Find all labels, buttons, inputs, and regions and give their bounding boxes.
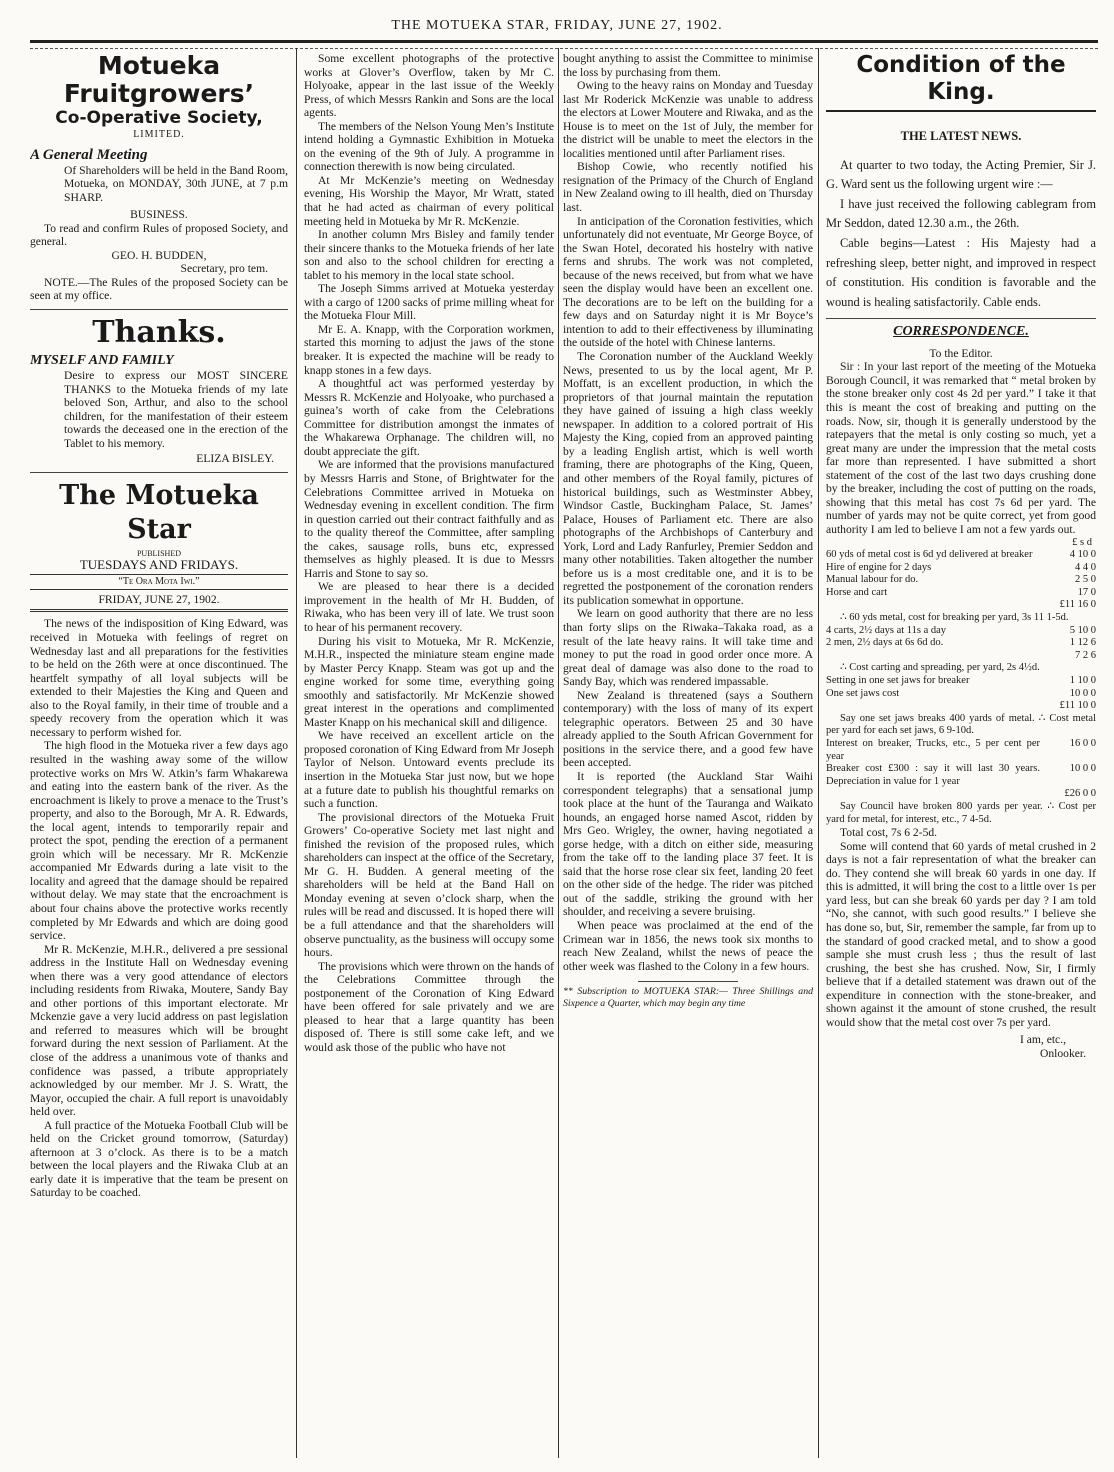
cost-ledger-jaws: [826, 675, 1096, 700]
publish-days: TUESDAYS AND FRIDAYS.: [79, 556, 239, 572]
ledger-total: 7 2 6: [1075, 649, 1096, 661]
lsd-header: £ s d: [1072, 536, 1092, 548]
column-2: [304, 52, 554, 1457]
ad-subtitle: Co-Operative Society,: [55, 108, 263, 128]
column-rule: [818, 48, 819, 1458]
ledger-note: Say Council have broken 800 yards per year. ∴ Cost per yard for metal, for interest, etc., 7 4-5d.: [826, 800, 1096, 825]
ledger-total: £11 10 0: [1059, 700, 1096, 712]
ledger-row: Breaker cost £300 : say it will last 30 years. Depreciation in value for 1 year 10 0 0: [826, 763, 1096, 787]
subscription-footnote: ** Subscription to MOTUEKA STAR:— Three Shillings and Sixpence a Quarter, which may begin any time: [563, 986, 813, 1010]
cost-ledger-breaking: [826, 549, 1096, 599]
ad-limited: LIMITED.: [133, 129, 185, 140]
column-4: [826, 52, 1096, 1457]
article-paragraph: Owing to the heavy rains on Monday and Tuesday last Mr Roderick McKenzie was unable to address the electors at Lower Moutere and Riwaka, and as the House is to meet on the 1st of July, the member for the district will be unable to meet the electors in the localities mentioned until after Parliament rises.: [563, 79, 813, 160]
latest-news-heading: THE LATEST NEWS.: [900, 129, 1022, 143]
article-paragraph: A full practice of the Motueka Football Club will be held on the Cricket ground tomorrow, (Saturday) afternoon at 3 o’clock. As there is to be a match between the local players and the Riwaka Club at an early date it is imperative that the team be present on Saturday to be coached.: [30, 1118, 288, 1200]
ledger-total: £11 16 0: [1059, 599, 1096, 611]
thanks-title: Thanks.: [92, 315, 226, 351]
ledger-row: 4 carts, 2½ days at 11s a day 5 10 0: [826, 624, 1096, 636]
divider: [638, 981, 738, 982]
meeting-heading: A General Meeting: [30, 146, 148, 163]
top-rule: [30, 40, 1098, 49]
ledger-row: Interest on breaker, Trucks, etc., 5 per cent per year 16 0 0: [826, 738, 1096, 762]
meeting-text: Of Shareholders will be held in the Band Room, Motueka, on MONDAY, 30th JUNE, at 7 p.m SHARP.: [64, 163, 288, 204]
article-paragraph: bought anything to assist the Committee to minimise the loss by purchasing from them.: [563, 52, 813, 79]
column-rule: [558, 48, 559, 1458]
article-paragraph: When peace was proclaimed at the end of the Crimean war in 1856, the news took six months to reach New Zealand, whilst the news of peace the other week was flashed to the Colony in a few hours.: [563, 919, 813, 973]
published-label: PUBLISHED: [136, 548, 181, 558]
article-paragraph: In another column Mrs Bisley and family tender their sincere thanks to the Motueka friends of her late son and also to the school children for erecting a tablet to his memory in the local state school.: [304, 228, 554, 282]
article-paragraph: We are informed that the provisions manufactured by Messrs Harris and Stone, of Brightwater for the Celebrations Committee arrived in Motueka on Wednesday evening in excellent condition. The firm in question carried out their contract faithfully and as to the quality thereof the Committee, after sampling the cakes, sausage rolls, buns etc, expressed themselves as highly pleased. It is due to Messrs Harris and Stone to say so.: [304, 458, 554, 580]
article-paragraph: Mr E. A. Knapp, with the Corporation workmen, started this morning to adjust the jaws of the stone breaker. It is expected the machine will be ready to knapp stones in a few days.: [304, 322, 554, 377]
letter-end: Some will contend that 60 yards of metal crushed in 2 days is not a fair representation of what the breaker can do. They contend she will break 60 yards in one day. If this is admitted, it will bring the cost to a little over 1s per yard less, but can she break 60 yards per day ? I am told “No, she cannot, with such good results.” I believe she has done so, but, Sir, remember the sample, far from up to the standard of good cracked metal, and to show a good sample she must crush less ; thus the result of last crushing, the best she has crushed. Now, Sir, I firmly believe that if a detailed statement was drawn out of the expenditure in connection with the stone-breaker, and shown against it the amount of stone crushed, the result would show that the metal cost over 7s per yard.: [826, 839, 1096, 1029]
ledger-row: Setting in one set jaws for breaker 1 10 0: [826, 675, 1096, 687]
article-paragraph: We are pleased to hear there is a decided improvement in the health of Mr H. Budden, of Riwaka, who has been very ill of late. We trust soon to hear of his permanent recovery.: [304, 580, 554, 634]
secretary-name: GEO. H. BUDDEN,: [111, 248, 207, 262]
news-paragraph: I have just received the following cablegram from Mr Seddon, dated 12.30 a.m., the 26th.: [826, 196, 1096, 231]
cost-ledger-carting: [826, 625, 1096, 650]
thanks-heading: MYSELF AND FAMILY: [30, 353, 174, 369]
news-paragraph: Cable begins—Latest : His Majesty had a refreshing sleep, better night, and improved in respect of constitution. His condition is favorable and the wound is healing satisfactorily. Cable ends.: [826, 235, 1096, 309]
column-1: [30, 52, 288, 1457]
correspondence-heading: CORRESPONDENCE.: [893, 324, 1029, 340]
article-paragraph: New Zealand is threatened (says a Southern contemporary) with the loss of many of its expert telegraphic operators. Between 25 and 30 have already applied to the South African Government for positions in the service there, and a good few have been accepted.: [563, 688, 813, 770]
article-paragraph: Bishop Cowie, who recently notified his resignation of the Primacy of the Church of England in New Zealand owing to ill health, died on Thursday last.: [563, 160, 813, 215]
ledger-note: ∴ Cost carting and spreading, per yard, 2s 4½d.: [840, 662, 1040, 674]
rules-note: NOTE.—The Rules of the proposed Society can be seen at my office.: [30, 275, 288, 303]
article-paragraph: We have received an excellent article on the proposed coronation of King Edward from Mr Joseph Taylor of Nelson. Untoward events preclude its insertion in the Motueka Star just now, but we hope at a future date to publish his thoughtful remarks on such a function.: [304, 729, 554, 811]
article-paragraph: We learn on good authority that there are no less than forty slips on the Riwaka–Takaka road, as a result of the late heavy rains. It will take time and money to put the road in good order once more. A great deal of damage was also done to the road to Sandy Bay, which was rendered impassable.: [563, 607, 813, 689]
article-paragraph: During his visit to Motueka, Mr R. McKenzie, M.H.R., inspected the miniature steam engine made by Master Percy Knapp. Steam was got up and the engine worked for some time, everything going smoothly and satisfactorily. Mr McKenzie showed great interest in the operations and complimented Master Knapp on his mechanical skill and diligence.: [304, 634, 554, 729]
king-condition-title: Condition of the King.: [826, 52, 1096, 112]
ledger-note: ∴ 60 yds metal, cost for breaking per yard, 3s 11 1-5d.: [840, 612, 1069, 624]
article-paragraph: The provisions which were thrown on the hands of the Celebrations Committee through the postponement of the Coronation of King Edward have been offered for sale privately and we are pleased to hear that a large quantity has been disposed of. There is still some cake left, and we would ask those of the public who have not: [304, 959, 554, 1054]
ledger-row: 2 men, 2½ days at 6s 6d do. 1 12 6: [826, 637, 1096, 649]
ledger-total: £26 0 0: [1064, 788, 1096, 800]
article-paragraph: In anticipation of the Coronation festivities, which unfortunately did not eventuate, Mr George Boyce, of the Swan Hotel, decorated his hostelry with native ferns and shrubs. The work was not completed, because of the news received, but from what we have seen the display would have been an excellent one. The decorations are to be left on the building for a few days and on Saturday night it is Mr Boyce’s intention to add to their effectiveness by illuminating the outside of the hotel with Chinese lanterns.: [563, 214, 813, 350]
article-paragraph: A thoughtful act was performed yesterday by Messrs R. McKenzie and Holyoake, who purchased a guinea’s worth of cake from the Celebrations Committee for distribution amongst the inmates of the Whakarewa Orphanage. The children will, no doubt appreciate the gift.: [304, 377, 554, 458]
letter-signature: Onlooker.: [1039, 1046, 1086, 1060]
column-3: [563, 52, 813, 1457]
news-paragraph: At quarter to two today, the Acting Premier, Sir J. G. Ward sent us the following urgent wire :—: [826, 157, 1096, 192]
article-paragraph: The high flood in the Motueka river a few days ago resulted in the washing away some of the willow protective works on Mrs W. Atkin’s farm Whakarewa and eating into the eastern bank of the river. As the encroachment is likely to prove a menace to the Trust’s property, and also to the Borough, Mr A. R. Edwards, the local agent, intends to temporarily repair and protect the spot, pending the erection of a permanent groin which will be necessary. Mr R. McKenzie accompanied Mr Edwards during a late visit to the locality and agreed that the damage should be repaired without delay. We may state that the encroachment is about four chains above the protective works recently completed by Mr Edwards and which are doing good service.: [30, 739, 288, 943]
business-text: To read and confirm Rules of proposed Society, and general.: [30, 221, 288, 249]
issue-date: FRIDAY, JUNE 27, 1902.: [30, 593, 288, 613]
article-paragraph: Mr R. McKenzie, M.H.R., delivered a pre sessional address in the Institute Hall on Wednesday evening when there was a very good attendance of electors including residents from Riwaka, Moutere, Sandy Bay and other portions of this important electorate. Mr Mckenzie gave a very lucid address on past legislation and referred to measures which will be brought forward during the next session of Parliament. At the close of the address a unanimous vote of thanks and confidence was passed, a tribute appropriately acknowledged by our member. Mr J. S. Wratt, the Mayor, occupied the chair. A full report is unavoidably held over.: [30, 942, 288, 1119]
ledger-row: One set jaws cost 10 0 0: [826, 687, 1096, 699]
article-paragraph: The news of the indisposition of King Edward, was received in Motueka with feelings of regret on Wednesday last and all preparations for the festivities to be held on the 26th were at once discontinued. The heartfelt sympathy of all loyal subjects will be extended to their Majesties the King and Queen and also to the Royal family, in their time of trouble and a speedy recovery from the operation which it was necessary to perform wished for.: [30, 617, 288, 739]
article-paragraph: The Coronation number of the Auckland Weekly News, presented to us by the local agent, Mr P. Moffatt, is an excellent production, in which the proprietors of that journal maintain the reputation they have gained of issuing a high class weekly newspaper. In addition to a colored portrait of His Majesty the King, copied from an approved painting by a leading English artist, which is well worth framing, there are photographs of the King, Queen, and other members of the Royal family, pictures of historical buildings, such as Westminster Abbey, Windsor Castle, Buckingham Palace, St. James’ Palace, Houses of Parliament etc. There are also photographs of the Archbishops of Canterbury and York, Lord and Lady Ranfurley, Premier Seddon and many other notabilities. Taken altogether the number before us is a most creditable one, and it is to be regretted the postponement of the coronation renders its publication somewhat in opportune.: [563, 350, 813, 607]
ledger-row: Hire of engine for 2 days 4 4 0: [826, 561, 1096, 573]
divider: [826, 318, 1096, 319]
ledger-row: 60 yds of metal cost is 6d yd delivered at breaker 4 10 0: [826, 549, 1096, 561]
ad-title: Motueka Fruitgrowers’: [63, 52, 255, 108]
ledger-row: Manual labour for do. 2 5 0: [826, 574, 1096, 586]
secretary-title: Secretary, pro tem.: [180, 262, 268, 276]
masthead: THE MOTUEKA STAR, FRIDAY, JUNE 27, 1902.: [391, 18, 723, 33]
article-paragraph: At Mr McKenzie’s meeting on Wednesday evening, His Worship the Mayor, Mr Wratt, stated that he had acted as chairman of every political meeting held in Motueka by Mr R. McKenzie.: [304, 173, 554, 228]
to-editor: To the Editor.: [929, 346, 993, 360]
letter-closing: I am, etc.,: [1019, 1033, 1066, 1047]
article-paragraph: The Joseph Simms arrived at Motueka yesterday with a cargo of 1200 sacks of prime milling wheat for the Motueka Flour Mill.: [304, 282, 554, 323]
article-paragraph: The provisional directors of the Motueka Fruit Growers’ Co-operative Society met last night and finished the revision of the proposed rules, which shareholders can inspect at the office of the Secretary, Mr G. H. Budden. A general meeting of the shareholders will be held at the Band Hall on Monday evening at seven o’clock sharp, when the rules will be read and discussed. It is hoped there will be a full attendance and that the shareholders will observe punctuality, as the business will occupy some hours.: [304, 810, 554, 960]
business-heading: BUSINESS.: [130, 208, 188, 222]
article-paragraph: Some excellent photographs of the protective works at Glover’s Overflow, taken by Mr C. Holyoake, appear in the last issue of the Weekly Press, of which Messrs Rankin and Sons are the local agents.: [304, 52, 554, 120]
paper-motto: “Te Ora Mota Iwi.”: [30, 574, 288, 590]
ledger-note: Say one set jaws breaks 400 yards of metal. ∴ Cost metal per yard for each set jaws, 6 9-10d.: [826, 712, 1096, 737]
article-paragraph: It is reported (the Auckland Star Waihi correspondent telegraphs) that a sensational jump took place at the hunt of the Tauranga and Waikato hounds, an engaged horse named Ascot, ridden by Mrs Geo. Wrigley, the owner, having negotiated a gorse hedge, with a ditch on either side, measuring from the take off to the landing place 37 feet. It is said that the horse rose clear six feet, landing 20 feet on the other side of the hedge. The rider was pitched out of the saddle, striking the ground with her shoulder, and receiving a severe bruising.: [563, 769, 813, 919]
total-cost: Total cost, 7s 6 2-5d.: [840, 826, 938, 840]
divider: [30, 472, 288, 473]
column-rule: [296, 48, 297, 1458]
thanks-signature: ELIZA BISLEY.: [196, 452, 274, 466]
letter-intro: Sir : In your last report of the meeting of the Motueka Borough Council, it was remarked that “ metal broken by the stone breaker only cost 4s 2d per yard.” I take it that this is meant the cost of breaking and putting on the roads. Now, sir, though it is generally understood by the ratepayers that the metal is only costing so much, yet a great many are under the impression that the metal costs far more than represented. I have submitted a short statement of the cost of the last two days crushing done by the breaker, including the cost of putting on the roads, showing that this metal has cost 7s 6d per yard. The number of yards may not be quite correct, yet from good authority I am led to believe I am not a few yards out.: [826, 360, 1096, 536]
ledger-row: Horse and cart 17 0: [826, 586, 1096, 598]
article-paragraph: The members of the Nelson Young Men’s Institute intend holding a Gymnastic Exhibition in Motueka on the evening of the 9th of July. A programme in connection therewith is now being circulated.: [304, 119, 554, 174]
paper-title: The Motueka Star: [59, 479, 259, 545]
cost-ledger-interest: [826, 738, 1096, 788]
divider: [30, 309, 288, 310]
thanks-text: Desire to express our MOST SINCERE THANKS to the Motueka friends of my late beloved Son, Arthur, and also to the school children, for the manifestation of their esteem towards the deceased one in the erection of the Tablet to his memory.: [64, 369, 288, 450]
